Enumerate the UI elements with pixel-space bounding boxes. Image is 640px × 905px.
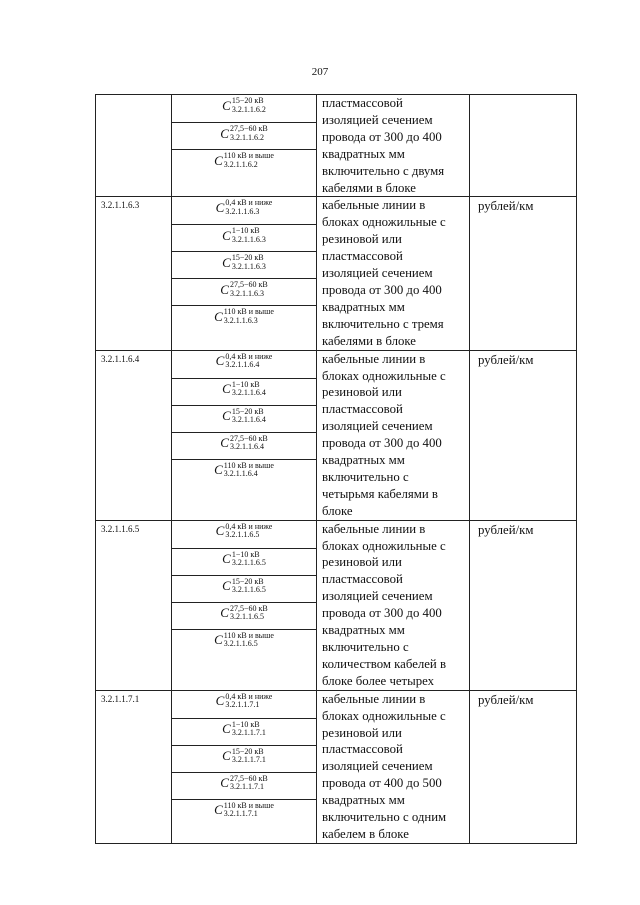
symbol-superscript: 1−10 кВ [231,549,260,559]
description-line: провода от 300 до 400 [322,436,442,451]
row-description [317,197,470,350]
symbol-letter: C [222,721,231,737]
table-row [96,95,577,197]
row-description [317,95,470,197]
symbol-letter: C [222,97,231,113]
symbol-superscript: 27,5−60 кВ [229,773,268,783]
cost-symbol [172,251,316,278]
description-line: количеством кабелей в [322,656,447,671]
symbol-subscript: 3.2.1.1.7.1 [231,728,266,738]
cost-symbol [172,745,316,772]
row-unit: рублей/км [470,350,577,520]
symbol-subscript: 3.2.1.1.6.3 [231,261,266,271]
cost-symbol [172,772,316,799]
table-row [96,520,577,690]
description-line: квадратных мм [322,299,405,314]
tariff-table [95,94,577,844]
symbol-subscript: 3.2.1.1.6.4 [229,442,264,452]
page-number: 207 [311,66,329,78]
cost-symbol [172,405,316,432]
symbol-superscript: 1−10 кВ [231,719,260,729]
cost-symbol [172,197,316,224]
description-line: включительно с [322,640,409,654]
symbol-superscript: 15−20 кВ [231,96,264,105]
description-line: включительно с одним [322,810,447,825]
row-symbols [172,350,317,520]
symbol-subscript: 3.2.1.1.6.2 [231,104,266,114]
cost-symbol [172,122,316,149]
symbol-letter: C [215,353,225,369]
table-row [96,197,577,350]
symbol-superscript: 27,5−60 кВ [229,433,268,443]
cost-symbol [172,351,316,378]
cost-symbol [172,459,316,486]
description-line: пластмассовой [322,742,403,757]
description-line: кабельные линии в [322,521,426,536]
row-description [317,520,470,690]
description-line: включительно с [322,469,409,484]
symbol-superscript: 0,4 кВ и ниже [225,691,273,701]
symbol-superscript: 15−20 кВ [231,406,264,416]
row-symbols [172,520,317,690]
description-line: блоке более четырех [322,673,435,688]
description-line: кабельные линии в [322,198,426,213]
description-line: изоляцией сечением [322,112,433,127]
cost-symbol [172,305,316,332]
row-unit: рублей/км [470,197,577,350]
description-line: кабелями в блоке [322,180,416,195]
cost-symbol [172,548,316,575]
symbol-superscript: 27,5−60 кВ [229,280,268,290]
symbol-superscript: 27,5−60 кВ [229,603,268,613]
cost-symbol [172,521,316,548]
symbol-superscript: 110 кВ и выше [223,460,274,470]
symbol-superscript: 110 кВ и выше [223,630,274,640]
table-body [96,95,577,844]
symbol-letter: C [222,227,231,243]
row-code: 3.2.1.1.6.5 [96,520,172,690]
symbol-subscript: 3.2.1.1.6.5 [231,558,266,568]
symbol-letter: C [222,408,231,424]
symbol-letter: C [222,748,231,764]
row-unit: рублей/км [470,520,577,690]
description-line: включительно с двумя [322,163,445,178]
symbol-letter: C [222,381,231,397]
symbol-superscript: 15−20 кВ [231,746,264,756]
description-line: блоке [322,503,353,518]
symbol-subscript: 3.2.1.1.7.1 [231,755,266,765]
cost-symbol [172,602,316,629]
description-line: изоляцией сечением [322,419,433,434]
symbol-subscript: 3.2.1.1.6.4 [231,415,266,425]
symbol-subscript: 3.2.1.1.6.4 [223,469,258,479]
cost-symbol [172,718,316,745]
description-line: резиновой или [322,555,402,570]
description-line: резиновой или [322,725,402,740]
symbol-letter: C [215,523,225,539]
description-line: провода от 300 до 400 [322,129,442,144]
cost-symbol [172,575,316,602]
description-line: резиновой или [322,232,402,247]
description-line: квадратных мм [322,146,405,161]
row-description [317,690,470,843]
symbol-letter: C [214,152,223,168]
description-line: кабельные линии в [322,691,426,706]
symbol-subscript: 3.2.1.1.6.3 [225,206,260,216]
symbol-superscript: 1−10 кВ [231,226,260,236]
cost-symbol [172,432,316,459]
symbol-subscript: 3.2.1.1.6.2 [223,159,258,169]
description-line: пластмассовой [322,249,403,264]
description-line: квадратных мм [322,623,405,638]
description-line: изоляцией сечением [322,266,433,281]
description-line: провода от 300 до 400 [322,606,442,621]
row-symbols [172,690,317,843]
symbol-superscript: 27,5−60 кВ [229,124,268,133]
cost-symbol [172,278,316,305]
symbol-letter: C [222,254,231,270]
description-line: кабельные линии в [322,351,426,366]
description-line: пластмассовой [322,402,403,417]
symbol-letter: C [214,802,223,818]
symbol-letter: C [220,775,229,791]
description-line: изоляцией сечением [322,589,433,604]
description-line: блоках одножильные с [322,538,446,553]
symbol-subscript: 3.2.1.1.7.1 [229,782,264,792]
symbol-superscript: 110 кВ и выше [223,307,274,317]
description-line: провода от 300 до 400 [322,282,442,297]
table-row [96,350,577,520]
row-code: 3.2.1.1.6.4 [96,350,172,520]
symbol-superscript: 0,4 кВ и ниже [225,351,273,361]
symbol-superscript: 110 кВ и выше [223,151,274,160]
symbol-subscript: 3.2.1.1.6.3 [231,234,266,244]
symbol-letter: C [214,632,223,648]
cost-symbol [172,691,316,718]
description-line: кабелем в блоке [322,826,409,841]
symbol-superscript: 0,4 кВ и ниже [225,198,273,208]
description-line: пластмассовой [322,572,403,587]
symbol-subscript: 3.2.1.1.7.1 [223,809,258,819]
symbol-subscript: 3.2.1.1.6.5 [223,639,258,649]
description-line: блоках одножильные с [322,708,446,723]
description-line: пластмассовой [322,96,403,110]
symbol-superscript: 15−20 кВ [231,576,264,586]
symbol-subscript: 3.2.1.1.6.4 [225,360,260,370]
symbol-letter: C [220,435,229,451]
row-unit: рублей/км [470,690,577,843]
symbol-subscript: 3.2.1.1.6.3 [229,288,264,298]
description-line: блоках одножильные с [322,368,446,383]
cost-symbol [172,629,316,656]
cost-symbol [172,95,316,122]
description-line: провода от 400 до 500 [322,776,442,791]
symbol-subscript: 3.2.1.1.6.4 [231,388,266,398]
description-line: резиновой или [322,385,402,400]
cost-symbol [172,224,316,251]
symbol-letter: C [220,125,229,141]
row-symbols [172,197,317,350]
symbol-superscript: 1−10 кВ [231,379,260,389]
description-line: квадратных мм [322,453,405,468]
symbol-superscript: 0,4 кВ и ниже [225,521,273,531]
description-line: включительно с тремя [322,316,444,331]
table-row [96,690,577,843]
symbol-subscript: 3.2.1.1.6.5 [231,585,266,595]
symbol-superscript: 15−20 кВ [231,253,264,263]
symbol-subscript: 3.2.1.1.6.2 [229,132,264,142]
symbol-superscript: 110 кВ и выше [223,800,274,810]
symbol-subscript: 3.2.1.1.6.5 [229,612,264,622]
cost-symbol [172,799,316,826]
row-code: 3.2.1.1.6.3 [96,197,172,350]
description-line: кабелями в блоке [322,333,416,348]
description-line: изоляцией сечением [322,759,433,774]
symbol-subscript: 3.2.1.1.7.1 [225,700,260,710]
symbol-letter: C [220,605,229,621]
cost-symbol [172,378,316,405]
symbol-letter: C [214,308,223,324]
symbol-subscript: 3.2.1.1.6.5 [225,530,260,540]
description-line: квадратных мм [322,793,405,808]
description-line: блоках одножильные с [322,215,446,230]
symbol-letter: C [222,551,231,567]
symbol-letter: C [214,462,223,478]
symbol-letter: C [222,578,231,594]
symbol-letter: C [220,281,229,297]
row-unit [470,95,577,197]
row-symbols [172,95,317,197]
cost-symbol [172,149,316,176]
row-description [317,350,470,520]
description-line: четырьмя кабелями в [322,486,438,501]
symbol-letter: C [215,199,225,215]
symbol-subscript: 3.2.1.1.6.3 [223,315,258,325]
row-code [96,95,172,197]
row-code: 3.2.1.1.7.1 [96,690,172,843]
symbol-letter: C [215,693,225,709]
